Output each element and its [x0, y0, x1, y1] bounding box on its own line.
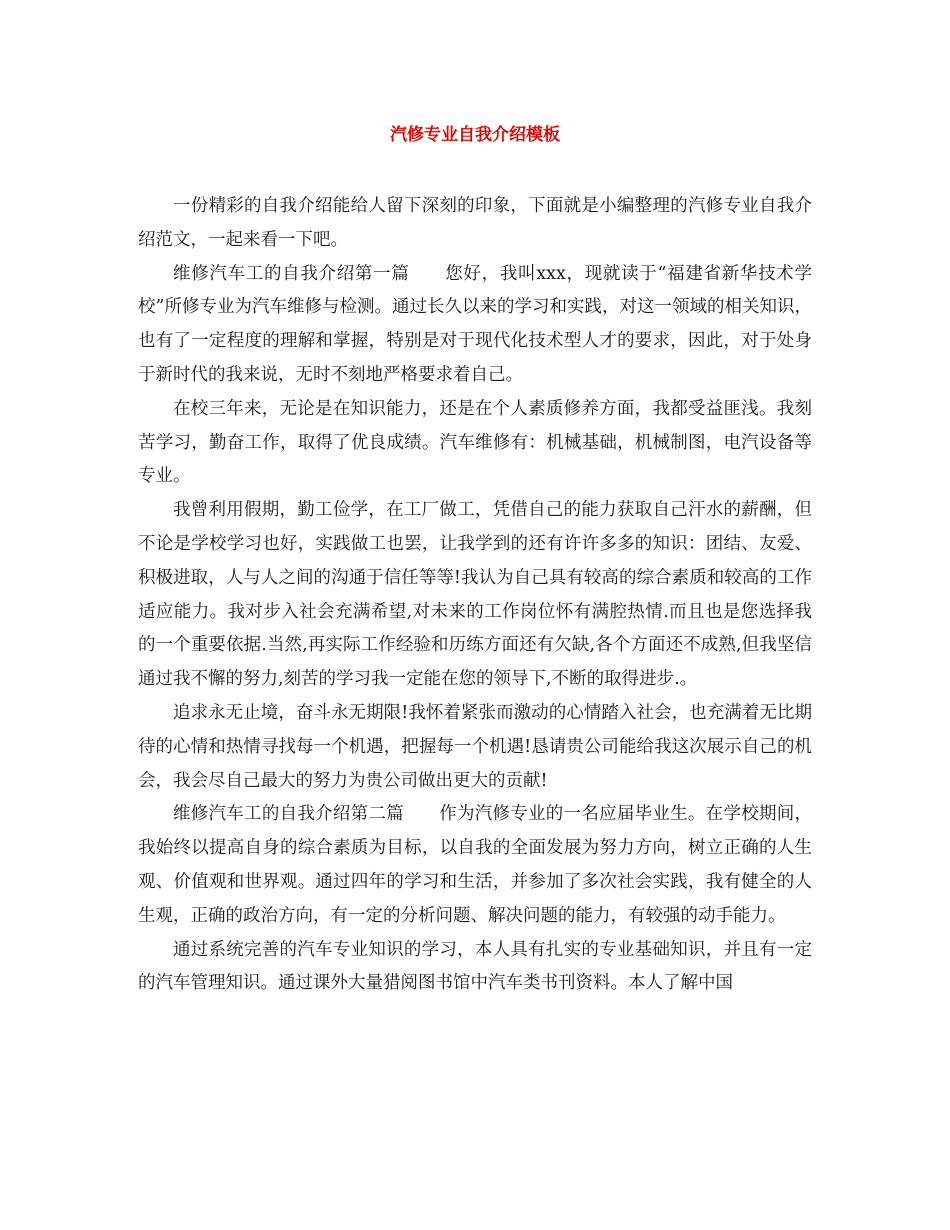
paragraph-text: 通过系统完善的汽车专业知识的学习，本人具有扎实的专业基础知识，并且有一定的汽车管理知识。通过课外大量猎阅图书馆中汽车类书刊资料。本人了解中国 — [138, 939, 812, 994]
paragraph-work-study — [138, 494, 812, 697]
paragraph-text: 我曾利用假期，勤工俭学，在工厂做工，凭借自己的能力获取自己汗水的薪酬，但不论是学校学习也好，实践做工也罢，让我学到的还有许许多多的知识：团结、友爱、积极进取，人与人之间的沟通于信任等等!我认为自己具有较高的综合素质和较高的工作适应能力。我对步入社会充满希望,对未来的工作岗位怀有满腔热情.而且也是您选择我的一个重要依据.当然,再实际工作经验和历练方面还有欠缺,各个方面还不成熟,但我坚信通过我不懈的努力,刻苦的学习我一定能在您的领导下,不断的取得进步.。 — [138, 500, 812, 690]
paragraph-article-one — [138, 258, 812, 393]
paragraph-text: 追求永无止境，奋斗永无期限!我怀着紧张而激动的心情踏入社会，也充满着无比期待的心情和热情寻找每一个机遇，把握每一个机遇!恳请贵公司能给我这次展示自己的机会，我会尽自己最大的努力为贵公司做出更大的贡献! — [138, 702, 812, 791]
paragraph-text: 作为汽修专业的一名应届毕业生。在学校期间，我始终以提高自身的综合素质为目标，以自我的全面发展为努力方向，树立正确的人生观、价值观和世界观。通过四年的学习和生活，并参加了多次社会实践，我有健全的人生观，正确的政治方向，有一定的分析问题、解决问题的能力，有较强的动手能力。 — [138, 804, 813, 926]
section-heading: 维修汽车工的自我介绍第二篇 — [173, 804, 404, 825]
paragraph-text: 一份精彩的自我介绍能给人留下深刻的印象，下面就是小编整理的汽修专业自我介绍范文，一起来看一下吧。 — [138, 196, 812, 250]
section-heading: 维修汽车工的自我介绍第一篇 — [173, 263, 410, 284]
paragraph-text: 在校三年来，无论是在知识能力，还是在个人素质修养方面，我都受益匪浅。我刻苦学习，勤奋工作，取得了优良成绩。汽车维修有：机械基础，机械制图，电汽设备等专业。 — [138, 398, 812, 487]
paragraph-school-years — [138, 393, 812, 494]
document-body — [138, 190, 812, 1001]
paragraph-professional-knowledge — [138, 934, 812, 1002]
paragraph-text: 您好，我叫xxx，现就读于“福建省新华技术学校”所修专业为汽车维修与检测。通过长久以来的学习和实践，对这一领域的相关知识，也有了一定程度的理解和掌握，特别是对于现代化技术型人才的要求，因此，对于处身于新时代的我来说，无时不刻地严格要求着自己。 — [138, 263, 813, 385]
paragraph-intro — [138, 190, 812, 258]
document-title: 汽修专业自我介绍模板 — [390, 125, 560, 145]
paragraph-pursuit — [138, 697, 812, 798]
paragraph-article-two — [138, 798, 812, 933]
